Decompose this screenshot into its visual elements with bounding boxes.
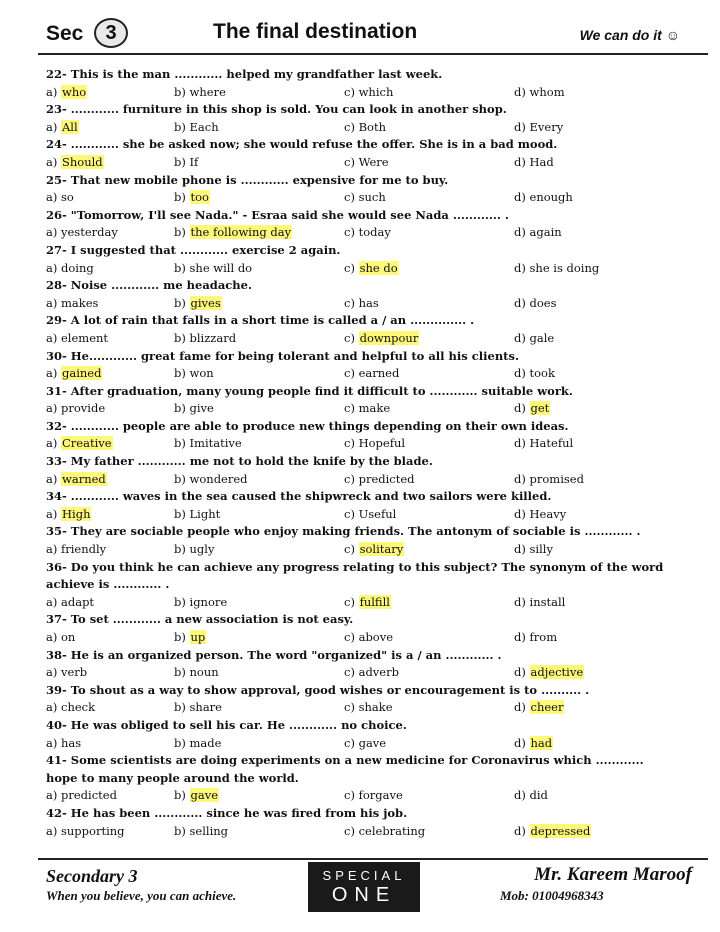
option-word: Every: [529, 119, 564, 134]
option-word: makes: [61, 295, 99, 310]
highlighted-answer: adjective: [530, 665, 584, 680]
option: d) promised: [514, 471, 584, 486]
options-row: [46, 189, 666, 207]
option: d) had: [514, 735, 553, 750]
option: d) enough: [514, 190, 573, 205]
option-word: Both: [358, 119, 386, 134]
special-one-logo: [308, 862, 420, 912]
highlighted-answer: solitary: [359, 542, 404, 557]
option: c) celebrating: [344, 823, 426, 838]
highlighted-answer: the following day: [190, 225, 292, 240]
options-row: [46, 629, 666, 647]
option: b) selling: [174, 823, 229, 838]
highlighted-answer: cheer: [530, 700, 564, 715]
option-word: forgave: [358, 788, 403, 803]
option: a) has: [46, 735, 82, 750]
option: b) won: [174, 366, 214, 381]
option-word: again: [529, 225, 562, 240]
options-row: [46, 823, 666, 841]
option-word: provide: [61, 401, 106, 416]
question-text: 38- He is an organized person. The word "organized" is a / an ............ .: [46, 647, 502, 662]
option-word: promised: [529, 471, 584, 486]
question-text: 36- Do you think he can achieve any progress relating to this subject? The synonym of the word achieve is ............ .: [46, 559, 664, 592]
option: b) gave: [174, 788, 219, 803]
highlighted-answer: Creative: [62, 436, 112, 451]
options-row: [46, 224, 666, 242]
option: b) ignore: [174, 594, 228, 609]
option: c) above: [344, 630, 394, 644]
question-text: 41- Some scientists are doing experiments on a new medicine for Coronavirus which ............ hope to many people around the world.: [46, 753, 644, 785]
option-word: does: [529, 295, 557, 310]
options-row: [46, 119, 666, 137]
highlighted-answer: she do: [359, 260, 398, 275]
option-word: so: [61, 190, 74, 205]
option-word: check: [61, 700, 96, 715]
option: a) provide: [46, 401, 106, 416]
option: d) cheer: [514, 700, 564, 715]
option: c) fulfill: [344, 594, 390, 609]
question-text: 33- My father ............ me not to hold the knife by the blade.: [46, 454, 433, 469]
question-list: [46, 66, 666, 840]
option: a) makes: [46, 295, 99, 310]
option: b) where: [174, 84, 226, 99]
option: b) gives: [174, 295, 221, 310]
option-word: install: [529, 594, 566, 609]
options-row: [46, 506, 666, 524]
option: b) give: [174, 401, 214, 416]
option-word: which: [358, 84, 394, 99]
option: b) Imitative: [174, 436, 242, 451]
option: b) blizzard: [174, 330, 237, 345]
option-word: Heavy: [529, 506, 567, 521]
question-text: 39- To shout as a way to show approval, good wishes or encouragement is to .......... .: [46, 682, 590, 697]
highlighted-answer: up: [190, 630, 206, 644]
question-text: 22- This is the man ............ helped my grandfather last week.: [46, 67, 443, 81]
footer-level: Secondary 3: [46, 866, 138, 886]
question-text: 27- I suggested that ............ exercise 2 again.: [46, 242, 341, 257]
option: b) she will do: [174, 260, 253, 275]
question-text: 32- ............ people are able to produce new things depending on their own ideas.: [46, 418, 569, 433]
option-word: make: [358, 401, 391, 416]
option-word: where: [189, 84, 226, 99]
options-row: [46, 365, 666, 383]
options-row: [46, 664, 666, 682]
option-word: predicted: [61, 788, 117, 803]
option-word: If: [189, 154, 199, 169]
option-word: did: [529, 788, 548, 803]
option: a) element: [46, 330, 109, 345]
option: d) depressed: [514, 823, 591, 838]
option: b) Each: [174, 119, 219, 134]
option-word: shake: [358, 700, 393, 715]
option: a) who: [46, 84, 87, 99]
option: c) has: [344, 295, 379, 310]
footer-teacher-name: Mr. Kareem Maroof: [534, 864, 692, 885]
footer-divider: [38, 858, 708, 860]
options-row: [46, 735, 666, 753]
option: c) Were: [344, 154, 389, 169]
question-text: 35- They are sociable people who enjoy making friends. The antonym of sociable is ............ .: [46, 524, 641, 539]
option: c) predicted: [344, 471, 415, 486]
question-text: 28- Noise ............ me headache.: [46, 278, 252, 293]
option: d) does: [514, 295, 557, 310]
options-row: [46, 84, 666, 102]
option-word: doing: [61, 260, 94, 275]
option: a) predicted: [46, 788, 117, 803]
motto: We can do it ☺: [579, 27, 680, 43]
option: a) check: [46, 700, 96, 715]
option: c) downpour: [344, 330, 419, 345]
option-word: adverb: [358, 665, 399, 680]
option: c) make: [344, 401, 391, 416]
highlighted-answer: gained: [62, 366, 102, 381]
question-text: 23- ............ furniture in this shop is sold. You can look in another shop.: [46, 102, 507, 117]
option: a) yesterday: [46, 225, 118, 240]
option-word: Hateful: [529, 436, 574, 451]
question-text: 24- ............ she be asked now; she would refuse the offer. She is in a bad mood.: [46, 137, 558, 152]
option: d) did: [514, 788, 548, 803]
page-title: The final destination: [213, 20, 418, 43]
option-word: Had: [529, 154, 554, 169]
option: c) gave: [344, 735, 387, 750]
option-word: she is doing: [529, 260, 600, 275]
options-row: [46, 541, 666, 559]
option: d) she is doing: [514, 260, 600, 275]
option: a) High: [46, 506, 91, 521]
highlighted-answer: too: [190, 190, 209, 205]
option-word: Each: [189, 119, 219, 134]
option: a) supporting: [46, 823, 125, 838]
option: c) adverb: [344, 665, 399, 680]
option-word: give: [189, 401, 214, 416]
option-word: blizzard: [189, 330, 237, 345]
option: c) shake: [344, 700, 393, 715]
question-text: 31- After graduation, many young people find it difficult to ............ suitable work.: [46, 383, 573, 398]
option: a) Should: [46, 154, 103, 169]
option-word: friendly: [61, 542, 107, 557]
options-row: [46, 260, 666, 278]
section-label: Sec: [46, 22, 84, 45]
options-row: [46, 594, 666, 612]
question-text: 30- He............ great fame for being tolerant and helpful to all his clients.: [46, 348, 519, 363]
option-word: earned: [358, 366, 400, 381]
options-row: [46, 295, 666, 313]
options-row: [46, 699, 666, 717]
footer-mobile: Mob: 01004968343: [500, 888, 604, 903]
highlighted-answer: warned: [62, 471, 106, 486]
option: d) took: [514, 366, 555, 381]
highlighted-answer: downpour: [359, 330, 419, 345]
option: a) on: [46, 630, 76, 644]
option-word: won: [189, 366, 214, 381]
option: d) gale: [514, 330, 555, 345]
highlighted-answer: who: [62, 84, 87, 99]
option-word: ugly: [189, 542, 215, 557]
option-word: above: [358, 630, 394, 644]
options-row: [46, 435, 666, 453]
option-word: from: [529, 630, 558, 644]
option-word: has: [61, 735, 82, 750]
option: c) forgave: [344, 788, 403, 803]
option: c) she do: [344, 260, 398, 275]
option-word: wondered: [189, 471, 248, 486]
option: d) whom: [514, 84, 565, 99]
question-text: 26- "Tomorrow, I'll see Nada." - Esraa said she would see Nada ............ .: [46, 207, 509, 222]
option-word: share: [189, 700, 222, 715]
question-text: 25- That new mobile phone is ............ expensive for me to buy.: [46, 172, 449, 187]
page-header: [38, 16, 708, 52]
option: d) install: [514, 594, 566, 609]
option-word: whom: [529, 84, 565, 99]
option: b) wondered: [174, 471, 248, 486]
highlighted-answer: get: [530, 401, 550, 416]
question-text: 29- A lot of rain that falls in a short time is called a / an .............. .: [46, 313, 475, 328]
option: a) Creative: [46, 436, 112, 451]
highlighted-answer: All: [62, 119, 78, 134]
option-word: today: [358, 225, 391, 240]
option-word: has: [358, 295, 379, 310]
option-word: Light: [189, 506, 221, 521]
option-word: yesterday: [61, 225, 118, 240]
section-number-badge: 3: [94, 18, 128, 48]
highlighted-answer: High: [62, 506, 91, 521]
option-word: supporting: [61, 823, 125, 838]
option: b) ugly: [174, 542, 215, 557]
option: a) All: [46, 119, 78, 134]
option-word: made: [189, 735, 222, 750]
option: b) If: [174, 154, 199, 169]
option: d) adjective: [514, 665, 584, 680]
header-divider: [38, 53, 708, 55]
option: d) Heavy: [514, 506, 567, 521]
option-word: enough: [529, 190, 573, 205]
option: b) noun: [174, 665, 219, 680]
option: c) such: [344, 190, 386, 205]
option: c) Useful: [344, 506, 397, 521]
option: a) gained: [46, 366, 102, 381]
option: a) adapt: [46, 594, 95, 609]
option: c) earned: [344, 366, 400, 381]
option-word: Were: [358, 154, 389, 169]
option-word: such: [358, 190, 386, 205]
option-word: selling: [189, 823, 229, 838]
option-word: verb: [61, 665, 88, 680]
option: d) Every: [514, 119, 564, 134]
options-row: [46, 154, 666, 172]
option: b) Light: [174, 506, 221, 521]
options-row: [46, 471, 666, 489]
question-text: 40- He was obliged to sell his car. He ............ no choice.: [46, 717, 407, 732]
footer-slogan: When you believe, you can achieve.: [46, 888, 237, 903]
option: a) so: [46, 190, 74, 205]
option: d) get: [514, 401, 550, 416]
highlighted-answer: gives: [190, 295, 221, 310]
option: a) warned: [46, 471, 106, 486]
logo-text-bottom: ONE: [331, 884, 397, 906]
option: a) doing: [46, 260, 94, 275]
option: b) made: [174, 735, 222, 750]
option: b) too: [174, 190, 209, 205]
option-word: celebrating: [358, 823, 426, 838]
option-word: gale: [529, 330, 555, 345]
option: a) verb: [46, 665, 88, 680]
option-word: predicted: [358, 471, 415, 486]
option: d) Had: [514, 154, 554, 169]
question-text: 42- He has been ............ since he was fired from his job.: [46, 805, 408, 820]
option: c) solitary: [344, 542, 404, 557]
highlighted-answer: gave: [190, 788, 219, 803]
option-word: Hopeful: [358, 436, 406, 451]
options-row: [46, 787, 666, 805]
option-word: gave: [358, 735, 387, 750]
option: b) up: [174, 630, 206, 644]
option-word: Useful: [358, 506, 397, 521]
option-word: silly: [529, 542, 553, 557]
option-word: ignore: [189, 594, 228, 609]
highlighted-answer: fulfill: [359, 594, 390, 609]
options-row: [46, 330, 666, 348]
options-row: [46, 400, 666, 418]
option: a) friendly: [46, 542, 107, 557]
logo-text-top: SPECIAL: [322, 868, 406, 883]
option-word: noun: [189, 665, 219, 680]
option: c) today: [344, 225, 391, 240]
highlighted-answer: had: [530, 735, 553, 750]
question-text: 34- ............ waves in the sea caused the shipwreck and two sailors were killed.: [46, 489, 552, 504]
option: d) silly: [514, 542, 553, 557]
highlighted-answer: Should: [62, 154, 103, 169]
option-word: adapt: [61, 594, 95, 609]
option-word: Imitative: [189, 436, 242, 451]
option: c) Both: [344, 119, 386, 134]
option-word: she will do: [189, 260, 253, 275]
option-word: element: [61, 330, 109, 345]
question-text: 37- To set ............ a new association is not easy.: [46, 612, 354, 627]
option: d) again: [514, 225, 562, 240]
option-word: on: [61, 630, 76, 644]
option: d) from: [514, 630, 558, 644]
option-word: took: [529, 366, 555, 381]
option: c) which: [344, 84, 394, 99]
option: d) Hateful: [514, 436, 574, 451]
option: b) the following day: [174, 225, 292, 240]
option: b) share: [174, 700, 222, 715]
option: c) Hopeful: [344, 436, 406, 451]
highlighted-answer: depressed: [530, 823, 591, 838]
